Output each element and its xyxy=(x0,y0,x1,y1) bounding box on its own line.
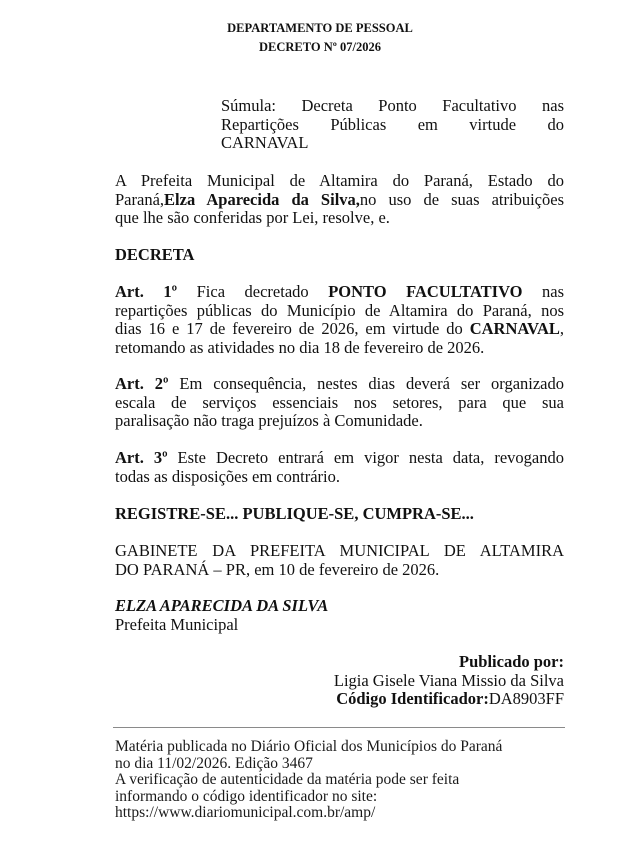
publisher-name: Ligia Gisele Viana Missio da Silva xyxy=(333,670,564,690)
article-line xyxy=(115,449,564,468)
article-line: retomando as atividades no dia 18 de fevereiro de 2026. xyxy=(115,337,485,357)
article-line xyxy=(115,375,564,394)
preamble-line: que lhe são conferidas por Lei, resolve, e. xyxy=(115,208,390,227)
article-text: dias 16 e 17 de fevereiro de 2026, em virtude do xyxy=(115,319,463,338)
footer-line: Matéria publicada no Diário Oficial dos Municípios do Paraná xyxy=(115,738,503,755)
footer-line: informando o código identificador no site: xyxy=(115,787,378,805)
article-bold-text: CARNAVAL xyxy=(469,319,560,338)
preamble-text: no uso de suas atribuições xyxy=(359,189,564,209)
preamble xyxy=(115,172,564,228)
signature xyxy=(115,597,564,634)
article-line: escala de serviços essenciais nos setores, para que sua xyxy=(115,392,564,412)
footer-divider xyxy=(113,727,565,728)
article-text: Em consequência, nestes dias deverá ser organizado xyxy=(179,374,564,393)
article-line: paralisação não traga prejuízos à Comunidade. xyxy=(115,411,423,430)
preamble-line xyxy=(115,191,564,210)
decreta-heading: DECRETA xyxy=(115,245,195,264)
sumula-line: Súmula: Decreta Ponto Facultativo nas xyxy=(221,96,564,115)
gabinete-line: GABINETE DA PREFEITA MUNICIPAL DE ALTAMIRA xyxy=(115,541,564,560)
signatory-role: Prefeita Municipal xyxy=(115,614,239,634)
department-title: DEPARTAMENTO DE PESSOAL xyxy=(227,21,413,35)
article-text: Este Decreto entrará em vigor nesta data, revogando xyxy=(177,448,565,467)
footer-note xyxy=(115,739,575,822)
article-bold-text: PONTO FACULTATIVO xyxy=(328,282,523,301)
article-1 xyxy=(115,283,564,357)
article-text: nas xyxy=(542,282,565,301)
closing-formula: REGISTRE-SE... PUBLIQUE-SE, CUMPRA-SE... xyxy=(115,504,474,523)
sumula-line: CARNAVAL xyxy=(221,133,309,152)
preamble-text: Paraná, xyxy=(115,189,165,209)
identifier-code xyxy=(300,690,564,709)
signatory-name: ELZA APARECIDA DA SILVA xyxy=(115,596,329,615)
article-label: Art. 1º xyxy=(115,282,178,301)
gabinete xyxy=(115,542,564,579)
footer-line: no dia 11/02/2026. Edição 3467 xyxy=(115,754,313,772)
article-2 xyxy=(115,375,564,431)
identifier-code-value: DA8903FF xyxy=(488,689,564,708)
article-text: , xyxy=(559,319,565,338)
article-line: repartições públicas do Município de Altamira do Paraná, nos xyxy=(115,300,564,320)
publication-info xyxy=(300,653,564,709)
decree-number: DECRETO Nº 07/2026 xyxy=(259,40,381,54)
article-line xyxy=(115,283,564,302)
article-line: todas as disposições em contrário. xyxy=(115,466,340,486)
article-text: Fica decretado xyxy=(196,282,309,301)
published-by-label: Publicado por: xyxy=(459,652,564,671)
footer-link[interactable]: https://www.diariomunicipal.com.br/amp/ xyxy=(115,804,376,821)
preamble-line: A Prefeita Municipal de Altamira do Paraná, Estado do xyxy=(115,171,564,190)
article-line xyxy=(115,320,564,339)
article-label: Art. 3º xyxy=(115,448,168,467)
gabinete-line: DO PARANÁ – PR, em 10 de fevereiro de 2026. xyxy=(115,559,440,579)
article-label: Art. 2º xyxy=(115,374,169,393)
sumula xyxy=(221,97,564,153)
article-3 xyxy=(115,449,564,486)
identifier-code-label: Código Identificador: xyxy=(336,689,489,708)
mayor-name-bold: Elza Aparecida da Silva, xyxy=(164,189,360,209)
sumula-line: Repartições Públicas em virtude do xyxy=(221,114,564,134)
footer-line: A verificação de autenticidade da matéria pode ser feita xyxy=(115,771,460,788)
